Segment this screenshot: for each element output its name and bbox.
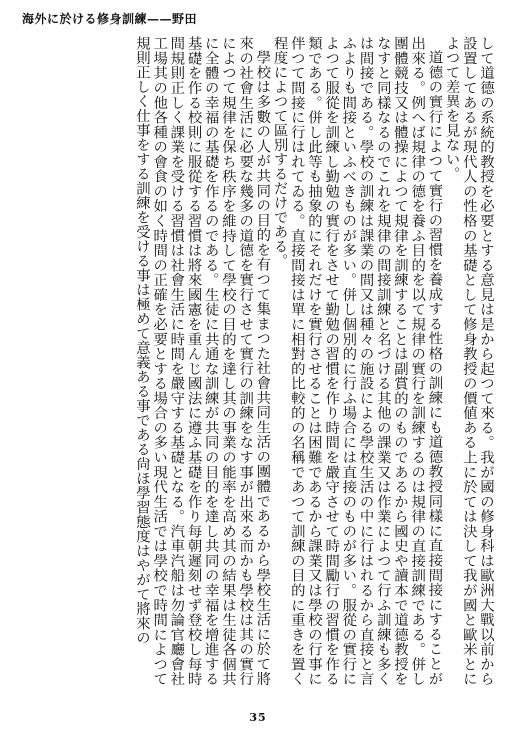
running-head: 海外に於ける修身訓練——野田 (22, 12, 198, 26)
paragraph-1: して道德の系統的教授を必要とする意見は是から起つて來る。我が國の修身科は歐洲大戰以前から設置してあるが現代人の性格の基礎として修身教授の價値ある上に於ては決して我が國と歐米とによつて差異を見ない。 (443, 36, 494, 686)
paragraph-2: 道德の實行によつて實行の習慣を養成する性格の訓練にも道德教授同樣に直接間接にすることが出來る。例へば規律の德を養ふ目的を以て規律の實行を訓練するのは規律の直接訓練である。併し團體競技又は體操によつて規律を訓練することは副賞的のものであるから國史や讀本で道德教授をなすと同樣なるのでこれを規律の間接訓練と名づける其他の課業又は作業によつて行ふ訓練も多くは間接である。學校の訓練は課業の間又は種々の施設による學校生活の中に行はれるから直接と言ふよりも間接といふべきものが多い。併し個別的に行ふ場合には直接のものが多い。服從の實行によつて服從を訓練し勤勉の實行をさせて勤勉の習慣を作り時間を嚴守させて時間勵行の習慣を作る類である。併し此等も抽象的にそれだけを實行させることは困難であるから課業又は學校の行事に伴つて間接に行はれてゐる。直接間接は單に相對的比較的の名稱であつて訓練の目的に重きを置く程度によつて區別するだけである。 (271, 36, 443, 686)
body-text (28, 36, 494, 686)
page-number: 35 (249, 711, 267, 724)
paragraph-3: 學校は多數の人が共同の目的を有つて集まつた社會共同生活の團體であるから學校生活に於て將來の社會生活に必要な幾多の道德を實行させて實行の訓練をなす事が出來る而かも學校は其の實行によつて規律を保ち秩序を維持して學校の目的を達し其の事業の能率を高め其の結果は生徒各個共に全體の幸福の基礎を作るのである。生徒に共通な訓練が共同の目的を達し共同の幸福を增進する基礎を作る校則に服從する習慣は將來國憲を重んじ國法に遵ふ基礎を作り每朝遲刻せず登校し每時間規則正しく課業を受ける習慣は社會生活に時間を嚴守する基礎となる。汽車汽船は勿論官廳會社工場其の他各種の會食の如く時間の正確を必要とする場合の多い現代生活では學校で時間によつて規則正しく仕事をする訓練を受ける事は極めて意義ある事である尙ほ學習態度はやがて將來の (133, 36, 271, 686)
